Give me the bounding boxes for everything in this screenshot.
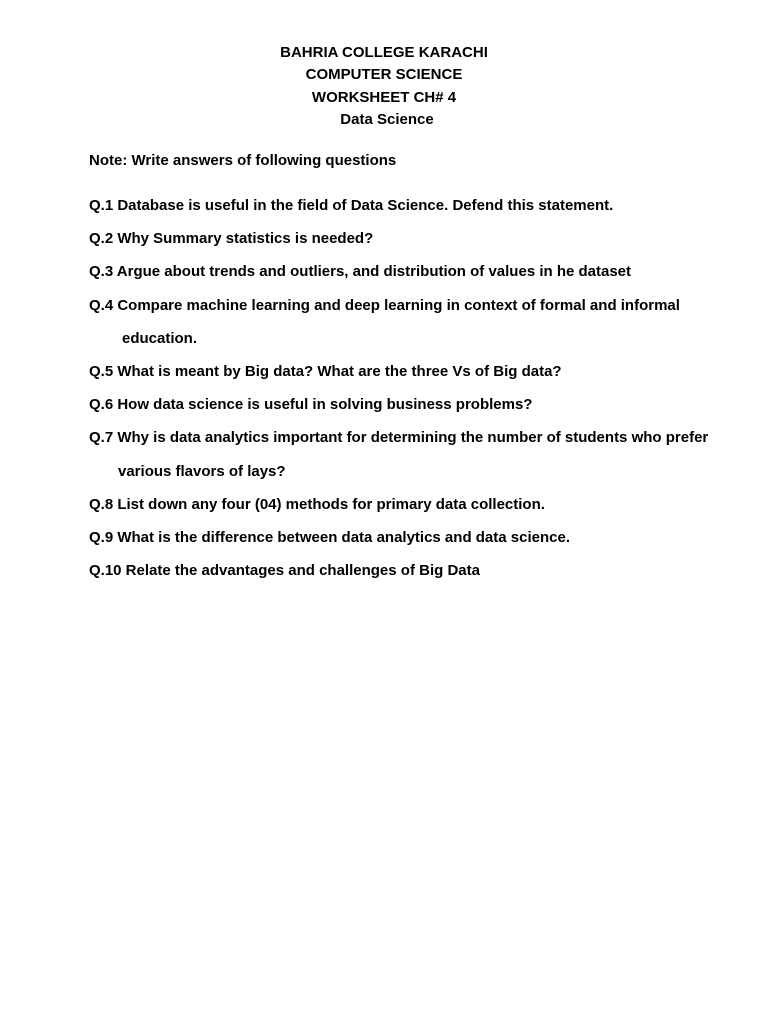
school-name: BAHRIA COLLEGE KARACHI: [280, 44, 488, 61]
question-7-continued: various flavors of lays?: [118, 462, 286, 480]
subject-title: COMPUTER SCIENCE: [305, 66, 463, 84]
question-4: Q.4 Compare machine learning and deep learning in context of formal and informal: [89, 296, 680, 314]
question-list: [89, 196, 749, 594]
question-3: Q.3 Argue about trends and outliers, and distribution of values in he dataset: [89, 263, 632, 281]
question-9: Q.9 What is the difference between data analytics and data science.: [89, 528, 570, 546]
question-2: Q.2 Why Summary statistics is needed?: [89, 230, 374, 248]
instructions-note: Note: Write answers of following questions: [89, 152, 397, 169]
question-4-continued: education.: [122, 329, 198, 347]
worksheet-header: [0, 42, 768, 131]
question-5: Q.5 What is meant by Big data? What are the three Vs of Big data?: [89, 362, 562, 380]
question-7: Q.7 Why is data analytics important for determining the number of students who prefer: [89, 429, 709, 447]
topic-title: Data Science: [340, 110, 434, 128]
worksheet-title: WORKSHEET CH# 4: [311, 88, 457, 106]
question-1: Q.1 Database is useful in the field of Data Science. Defend this statement.: [89, 197, 614, 214]
question-6: Q.6 How data science is useful in solving business problems?: [89, 396, 533, 414]
question-10: Q.10 Relate the advantages and challenges of Big Data: [89, 562, 480, 580]
question-8: Q.8 List down any four (04) methods for primary data collection.: [89, 495, 545, 513]
